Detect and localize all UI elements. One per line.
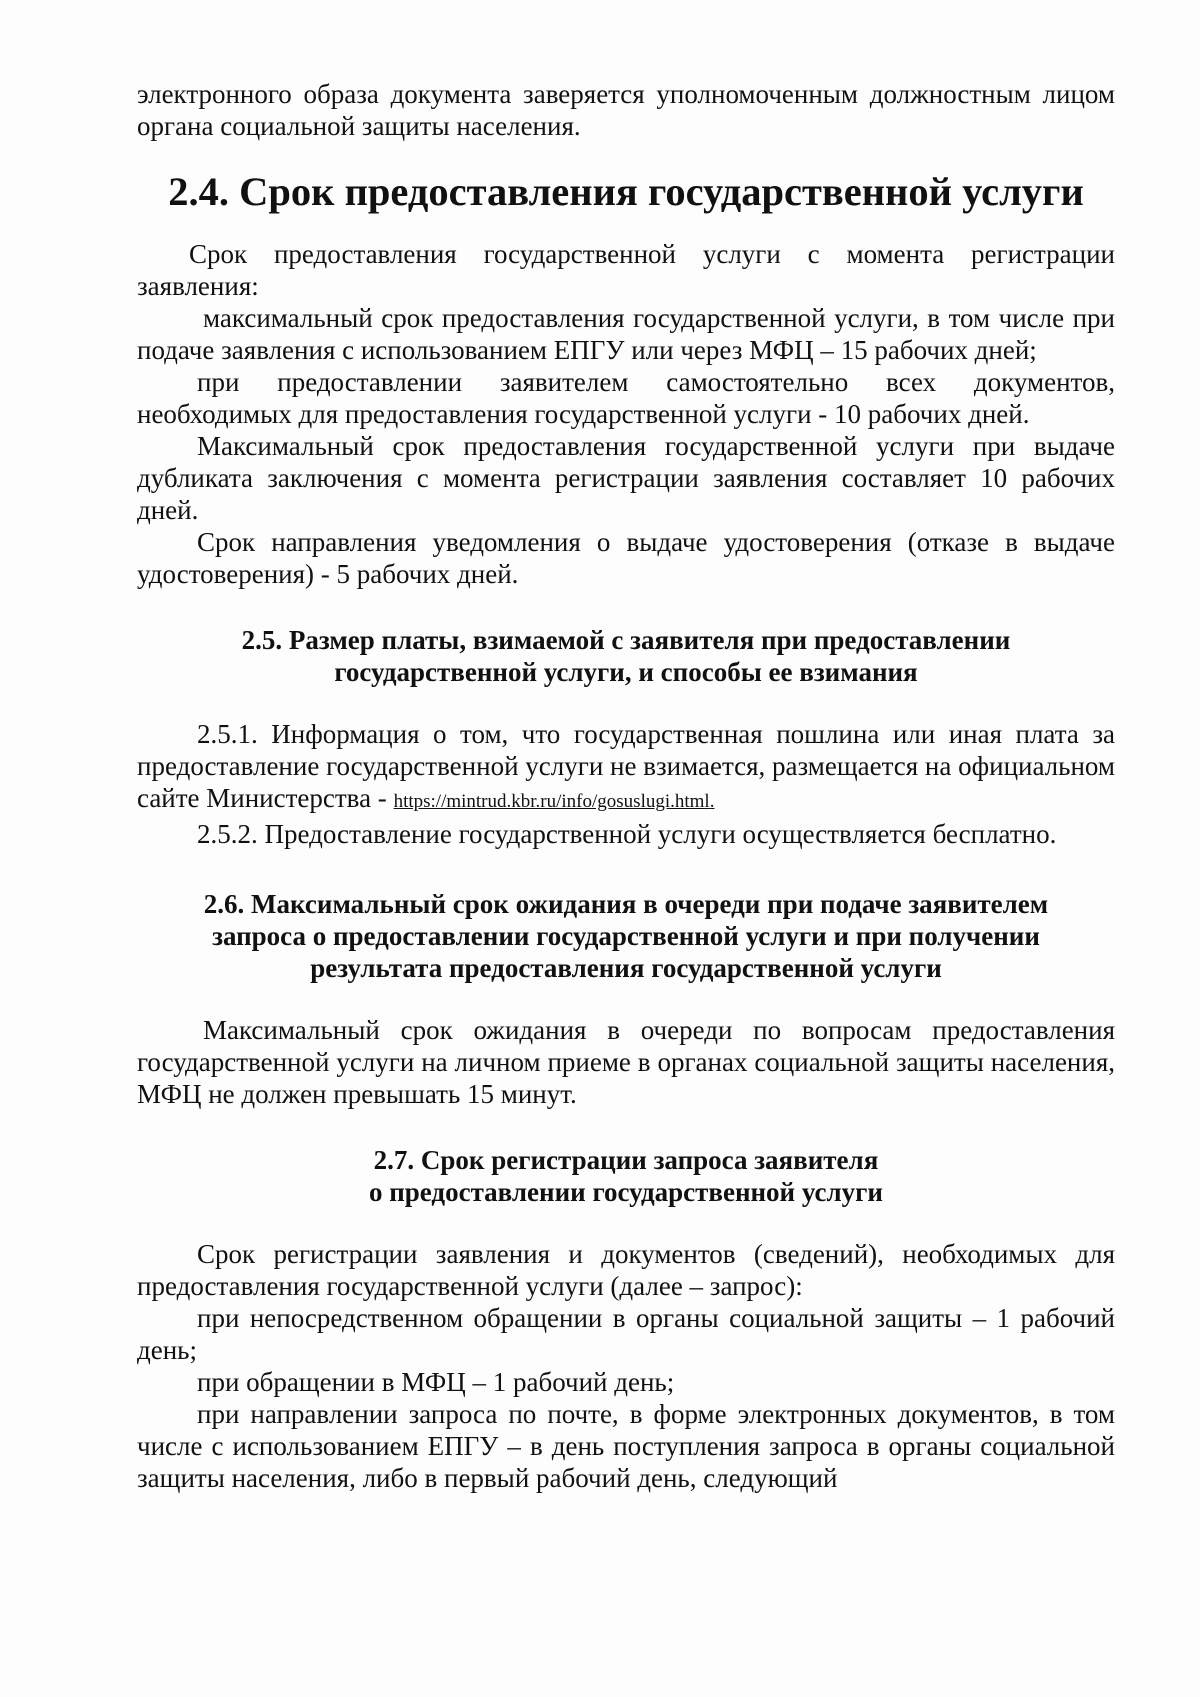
section-2-6-heading xyxy=(137,888,1115,984)
continuation-paragraph: электронного образа документа заверяется уполномоченным должностным лицом органа социальной защиты населения. xyxy=(137,79,1115,141)
section-2-6-heading-line-1: 2.6. Максимальный срок ожидания в очереди при подаче заявителем xyxy=(203,889,1049,919)
section-2-7-paragraph-4: при направлении запроса по почте, в форме электронных документов, в том числе с использованием ЕПГУ – в день поступления запроса в органы социальной защиты населения, либо в первый рабочий день, следующий xyxy=(137,1399,1115,1493)
document-body xyxy=(137,78,1115,1494)
section-2-4-heading: 2.4. Срок предоставления государственной услуги xyxy=(168,169,1084,214)
section-2-5-paragraph-1 xyxy=(137,718,1115,818)
section-2-7-heading-line-1: 2.7. Срок регистрации запроса заявителя xyxy=(373,1145,879,1175)
link-period: . xyxy=(709,791,715,812)
section-2-5-heading-line-1: 2.5. Размер платы, взимаемой с заявителя при предоставлении xyxy=(241,625,1011,655)
section-2-7-paragraph-3: при обращении в МФЦ – 1 рабочий день; xyxy=(197,1367,675,1397)
section-2-4-paragraph-4: Максимальный срок предоставления государственной услуги при выдаче дубликата заключения с момента регистрации заявления составляет 10 рабочих дней. xyxy=(137,431,1115,525)
section-2-6-heading-line-2: запроса о предоставлении государственной услуги и при получении xyxy=(212,921,1040,951)
section-2-5-paragraph-2: 2.5.2. Предоставление государственной услуги осуществляется бесплатно. xyxy=(197,819,1057,849)
section-2-7-paragraph-1: Срок регистрации заявления и документов (сведений), необходимых для предоставления государственной услуги (далее – запрос): xyxy=(137,1239,1115,1301)
section-2-5-heading-line-2: государственной услуги, и способы ее взимания xyxy=(334,657,918,687)
section-2-5-heading xyxy=(137,624,1115,688)
section-2-4-paragraph-3: при предоставлении заявителем самостоятельно всех документов, необходимых для предоставления государственной услуги - 10 рабочих дней. xyxy=(137,367,1115,429)
section-2-4-paragraph-1: Срок предоставления государственной услуги с момента регистрации заявления: xyxy=(137,239,1115,301)
section-2-6-heading-line-3: результата предоставления государственной услуги xyxy=(310,953,942,983)
section-2-4-paragraph-2: максимальный срок предоставления государственной услуги, в том числе при подаче заявления с использованием ЕПГУ или через МФЦ – 15 рабочих дней; xyxy=(137,303,1115,365)
section-2-7-paragraph-2: при непосредственном обращении в органы социальной защиты – 1 рабочий день; xyxy=(137,1303,1115,1365)
ministry-website-link[interactable]: https://mintrud.kbr.ru/info/gosuslugi.html xyxy=(393,791,710,812)
section-2-7-heading-line-2: о предоставлении государственной услуги xyxy=(368,1177,883,1207)
section-2-4-paragraph-5: Срок направления уведомления о выдаче удостоверения (отказе в выдаче удостоверения) - 5 рабочих дней. xyxy=(137,527,1115,589)
section-2-6-paragraph-1: Максимальный срок ожидания в очереди по вопросам предоставления государственной услуги на личном приеме в органах социальной защиты населения, МФЦ не должен превышать 15 минут. xyxy=(137,1015,1115,1109)
section-2-5-paragraph-1-text: 2.5.1. Информация о том, что государственная пошлина или иная плата за предоставление государственной услуги не взимается, размещается на официальном сайте Министерства - xyxy=(137,719,1115,813)
section-2-7-heading xyxy=(137,1144,1115,1208)
